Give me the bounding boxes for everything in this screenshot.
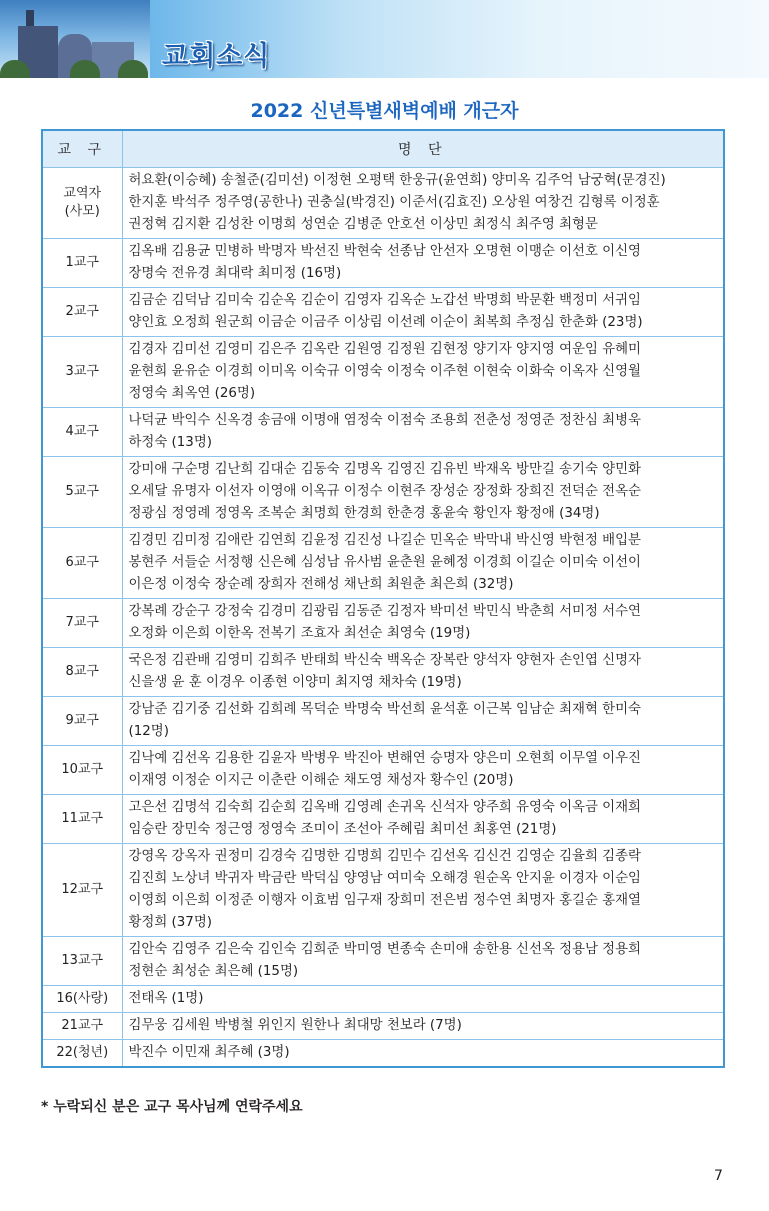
parish-cell: 8교구 [42, 648, 122, 697]
names-cell: 강미애 구순명 김난희 김대순 김동숙 김명옥 김영진 김유빈 박재옥 방만길 송기숙 양민화 오세달 유명자 이선자 이영애 이옥규 이정수 이현주 장성순 장정화 장희진 전덕순 전옥순 정광심 정영례 정영옥 조복순 최명희 한경희 한춘경 홍윤숙 황인자 황정애 (34명) [122, 457, 724, 528]
table-row [42, 528, 724, 599]
page-number: 7 [714, 1168, 723, 1184]
names-cell: 박진수 이민재 최주혜 (3명) [122, 1040, 724, 1068]
names-cell: 나덕균 박익수 신옥경 송금애 이명애 염정숙 이점숙 조용희 전춘성 정영준 정찬심 최병욱 하정숙 (13명) [122, 408, 724, 457]
parish-cell: 21교구 [42, 1013, 122, 1040]
names-cell: 김무웅 김세원 박병철 위인지 원한나 최대망 천보라 (7명) [122, 1013, 724, 1040]
table-row [42, 1013, 724, 1040]
parish-cell: 6교구 [42, 528, 122, 599]
names-cell: 강남준 김기중 김선화 김희례 목덕순 박명숙 박선희 윤석훈 이근복 임남순 최재혁 한미숙 (12명) [122, 697, 724, 746]
names-cell: 김안숙 김영주 김은숙 김인숙 김희준 박미영 변종숙 손미애 송한용 신선옥 정용남 정용희 정현순 최성순 최은혜 (15명) [122, 937, 724, 986]
names-cell: 강영옥 강옥자 권정미 김경숙 김명한 김명희 김민수 김선옥 김신건 김영순 김율희 김종락 김진희 노상녀 박귀자 박금란 박덕심 양영남 여미숙 오해경 원순옥 안지윤 이경자 이순임 이영희 이은희 이정준 이행자 이효범 임구재 장희미 전은범 정수연 최명자 홍길순 홍재열 황정희 (37명) [122, 844, 724, 937]
table-row [42, 408, 724, 457]
footnote: * 누락되신 분은 교구 목사님께 연락주세요 [41, 1099, 303, 1115]
parish-cell: 4교구 [42, 408, 122, 457]
table-row [42, 599, 724, 648]
table-row [42, 337, 724, 408]
attendance-table-wrapper [41, 129, 725, 1068]
parish-cell: 1교구 [42, 239, 122, 288]
table-row [42, 697, 724, 746]
header-names: 명 단 [122, 130, 724, 168]
table-row [42, 168, 724, 239]
table-row [42, 288, 724, 337]
names-cell: 김옥배 김용균 민병하 박명자 박선진 박현숙 선종남 안선자 오명현 이맹순 이선호 이신영 장명숙 전유경 최대락 최미정 (16명) [122, 239, 724, 288]
page-title: 2022 신년특별새벽예배 개근자 [250, 100, 519, 122]
parish-cell: 13교구 [42, 937, 122, 986]
parish-cell: 9교구 [42, 697, 122, 746]
names-cell: 허요환(이승혜) 송철준(김미선) 이정현 오평택 한웅규(윤연희) 양미옥 김주억 남궁혁(문경진) 한지훈 박석주 정주영(공한나) 권충실(박경진) 이준서(김효진) 오상원 여창건 김형록 이정훈 권정혁 김지환 김성찬 이명희 성연순 김병준 안호선 이상민 최정식 최주영 최형문 [122, 168, 724, 239]
table-row [42, 795, 724, 844]
table-row [42, 239, 724, 288]
header-banner [0, 0, 769, 78]
parish-cell: 11교구 [42, 795, 122, 844]
parish-cell: 22(청년) [42, 1040, 122, 1068]
parish-cell: 12교구 [42, 844, 122, 937]
table-row [42, 648, 724, 697]
attendance-table [41, 129, 725, 1068]
table-row [42, 844, 724, 937]
church-building-photo [0, 0, 150, 78]
names-cell: 김경자 김미선 김영미 김은주 김옥란 김원영 김정원 김현정 양기자 양지영 여운임 유혜미 윤현희 윤유순 이경희 이미옥 이숙규 이영숙 이정숙 이주현 이현숙 이화숙 이옥자 신영월 정영숙 최옥연 (26명) [122, 337, 724, 408]
parish-cell: 16(사랑) [42, 986, 122, 1013]
names-cell: 김금순 김덕남 김미숙 김순옥 김순이 김영자 김옥순 노갑선 박명희 박문환 백정미 서귀임 양인효 오정희 원군희 이금순 이금주 이상림 이선례 이순이 최복희 추정심 한춘화 (23명) [122, 288, 724, 337]
names-cell: 국은정 김관배 김영미 김희주 반태희 박신숙 백옥순 장복란 양석자 양현자 손인엽 신명자 신을생 윤 훈 이경우 이종현 이양미 최지영 채차숙 (19명) [122, 648, 724, 697]
names-cell: 강복례 강순구 강정숙 김경미 김광림 김동준 김정자 박미선 박민식 박춘희 서미정 서수연 오정화 이은희 이한옥 전복기 조효자 최선순 최영숙 (19명) [122, 599, 724, 648]
parish-cell: 교역자 (사모) [42, 168, 122, 239]
parish-cell: 7교구 [42, 599, 122, 648]
names-cell: 김경민 김미정 김애란 김연희 김윤정 김진성 나길순 민옥순 박막내 박신영 박현정 배입분 봉현주 서들순 서정행 신은혜 심성남 유사범 윤춘원 윤혜정 이경희 이길순 이미숙 이선이 이은정 이정숙 장순례 장희자 전해성 채난희 최원춘 최은희 (32명) [122, 528, 724, 599]
table-row [42, 986, 724, 1013]
table-row [42, 1040, 724, 1068]
table-row [42, 937, 724, 986]
table-row [42, 457, 724, 528]
table-header-row [42, 130, 724, 168]
parish-cell: 3교구 [42, 337, 122, 408]
parish-cell: 5교구 [42, 457, 122, 528]
header-parish: 교 구 [42, 130, 122, 168]
names-cell: 전태옥 (1명) [122, 986, 724, 1013]
section-title: 교회소식 [162, 41, 271, 72]
parish-cell: 10교구 [42, 746, 122, 795]
names-cell: 고은선 김명석 김숙희 김순희 김옥배 김영례 손귀옥 신석자 양주희 유영숙 이옥금 이재희 임승란 장민숙 정근영 정영숙 조미이 조선아 주혜림 최미선 최홍연 (21명) [122, 795, 724, 844]
names-cell: 김낙예 김선옥 김용한 김윤자 박병우 박진아 변해연 승명자 양은미 오현희 이무열 이우진 이재영 이정순 이지근 이춘란 이해순 채도영 채성자 황수인 (20명) [122, 746, 724, 795]
parish-cell: 2교구 [42, 288, 122, 337]
table-row [42, 746, 724, 795]
